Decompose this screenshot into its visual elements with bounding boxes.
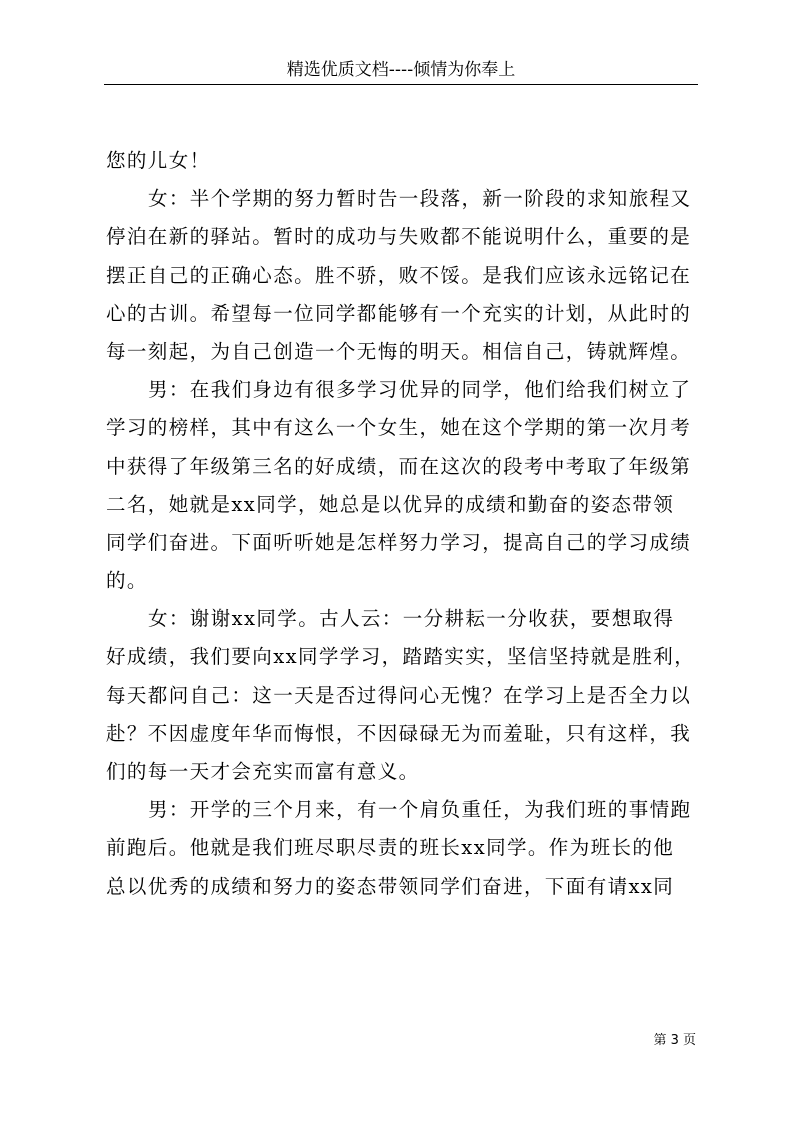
body-line: 每天都问自己：这一天是否过得问心无愧？在学习上是否全力以 [106, 683, 692, 707]
body-line: 停泊在新的驿站。暂时的成功与失败都不能说明什么，重要的是 [106, 225, 692, 249]
body-line: 赴？不因虚度年华而悔恨，不因碌碌无为而羞耻，只有这样，我 [106, 721, 692, 745]
page-header-title: 精选优质文档----倾情为你奉上 [286, 60, 516, 80]
body-line: 女：谢谢xx同学。古人云：一分耕耘一分收获，要想取得 [148, 607, 675, 631]
body-line: 摆正自己的正确心态。胜不骄，败不馁。是我们应该永远铭记在 [106, 263, 692, 287]
page-number: 第 3 页 [653, 1033, 696, 1048]
body-line: 总以优秀的成绩和努力的姿态带领同学们奋进，下面有请xx同 [106, 874, 675, 898]
body-line: 好成绩，我们要向xx同学学习，踏踏实实，坚信坚持就是胜利， [106, 645, 696, 669]
body-line: 每一刻起，为自己创造一个无悔的明天。相信自己，铸就辉煌。 [106, 339, 692, 363]
body-line: 的。 [106, 569, 148, 593]
body-line: 学习的榜样，其中有这么一个女生，她在这个学期的第一次月考 [106, 416, 692, 440]
body-line: 男：开学的三个月来，有一个肩负重任，为我们班的事情跑 [148, 798, 692, 822]
header-divider [104, 84, 698, 85]
body-line: 男：在我们身边有很多学习优异的同学，他们给我们树立了 [148, 378, 692, 402]
body-line: 二名，她就是xx同学，她总是以优异的成绩和勤奋的姿态带领 [106, 492, 675, 516]
body-line: 中获得了年级第三名的好成绩，而在这次的段考中考取了年级第 [106, 454, 692, 478]
body-line: 们的每一天才会充实而富有意义。 [106, 760, 420, 783]
body-line: 女：半个学期的努力暂时告一段落，新一阶段的求知旅程又 [148, 187, 692, 211]
body-line: 同学们奋进。下面听听她是怎样努力学习，提高自己的学习成绩 [106, 530, 692, 554]
document-body [106, 142, 698, 906]
body-line: 心的古训。希望每一位同学都能够有一个充实的计划，从此时的 [106, 301, 692, 325]
body-line: 前跑后。他就是我们班尽职尽责的班长xx同学。作为班长的他 [106, 836, 675, 860]
body-line: 您的儿女！ [106, 149, 211, 172]
